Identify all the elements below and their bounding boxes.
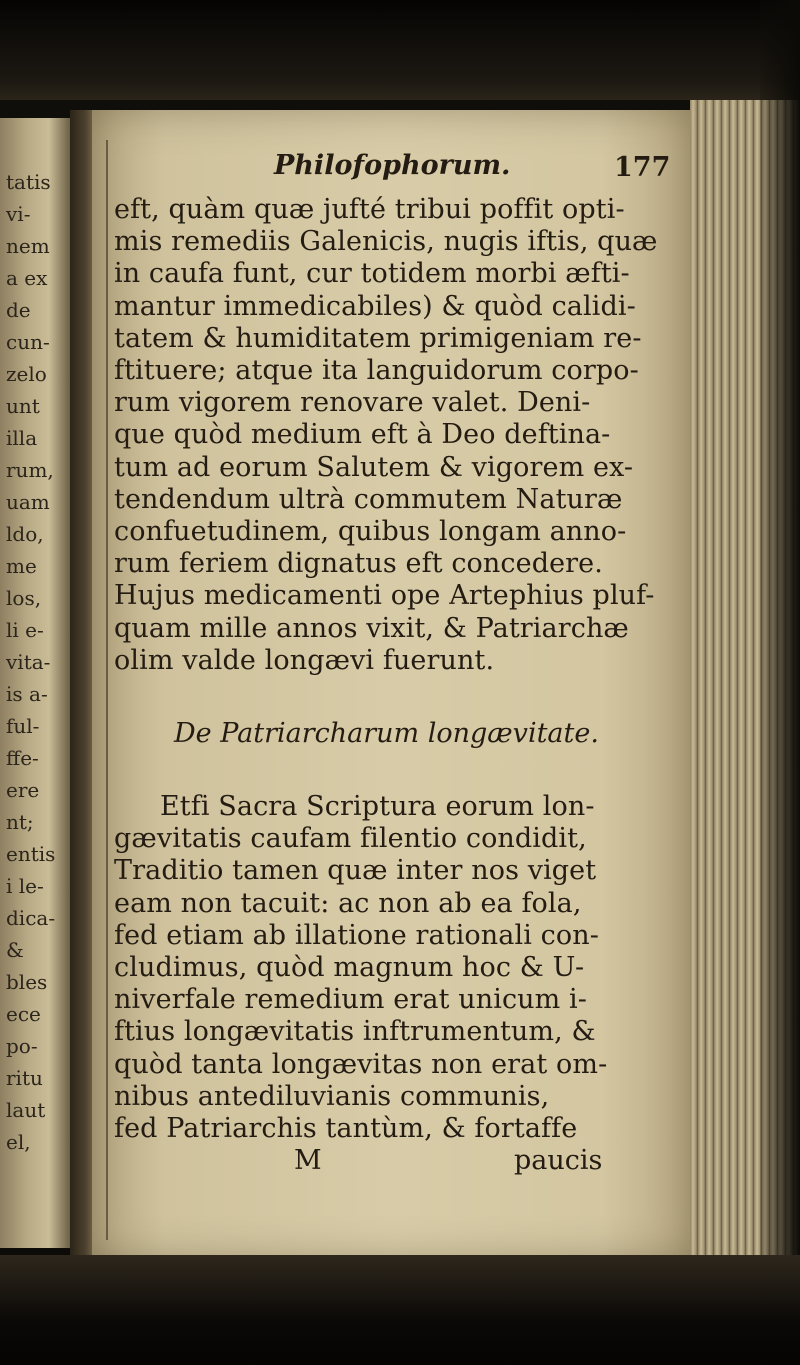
facing-fragment: li e- bbox=[6, 618, 44, 642]
text-line: Traditio tamen quæ inter nos viget bbox=[114, 855, 597, 887]
facing-fragment: el, bbox=[6, 1130, 31, 1154]
text-line: rum vigorem renovare valet. Deni- bbox=[114, 387, 591, 419]
text-line: eam non tacuit: ac non ab ea fola, bbox=[114, 887, 582, 919]
text-line: cludimus, quòd magnum hoc & U- bbox=[114, 952, 585, 984]
facing-fragment: los, bbox=[6, 586, 42, 610]
text-line: tatem & humiditatem primigeniam re- bbox=[114, 322, 642, 354]
facing-fragment: ritu bbox=[6, 1066, 43, 1090]
page-header bbox=[114, 150, 674, 194]
facing-fragment: nem bbox=[6, 234, 50, 258]
facing-fragment: uam bbox=[6, 490, 50, 514]
facing-fragment: entis bbox=[6, 842, 56, 866]
facing-fragment: bles bbox=[6, 970, 48, 994]
spacer bbox=[114, 751, 674, 791]
page-number: 177 bbox=[614, 152, 671, 183]
text-line: rum feriem dignatus eft concedere. bbox=[114, 548, 603, 580]
facing-fragment: po- bbox=[6, 1034, 38, 1058]
text-line: ftius longævitatis inftrumentum, & bbox=[114, 1016, 596, 1048]
text-line: Etfi Sacra Scriptura eorum lon- bbox=[160, 791, 595, 823]
text-line: olim valde longævi fuerunt. bbox=[114, 644, 495, 676]
paragraph-2 bbox=[114, 791, 674, 1145]
book-page bbox=[92, 110, 692, 1260]
running-title: Philofophorum. bbox=[274, 150, 511, 181]
text-line: niverfale remedium erat unicum i- bbox=[114, 984, 587, 1016]
facing-fragment: tatis bbox=[6, 170, 51, 194]
bottom-shadow bbox=[0, 1255, 800, 1365]
facing-fragment: illa bbox=[6, 426, 38, 450]
signature-mark: M bbox=[294, 1145, 322, 1177]
text-line: in caufa funt, cur totidem morbi æfti- bbox=[114, 258, 630, 290]
facing-fragment: ldo, bbox=[6, 522, 44, 546]
text-line: fed Patriarchis tantùm, & fortaffe bbox=[114, 1113, 578, 1145]
facing-page-edge bbox=[0, 118, 70, 1248]
text-line: confuetudinem, quibus longam anno- bbox=[114, 516, 627, 548]
facing-fragment: vi- bbox=[6, 202, 31, 226]
facing-fragment: ere bbox=[6, 778, 40, 802]
text-line: Hujus medicamenti ope Artephius pluf- bbox=[114, 580, 655, 612]
page-text bbox=[114, 150, 674, 1179]
facing-fragment: rum, bbox=[6, 458, 54, 482]
page-footer bbox=[114, 1145, 674, 1179]
facing-fragment: me bbox=[6, 554, 37, 578]
text-line: tendendum ultrà commutem Naturæ bbox=[114, 483, 623, 515]
facing-fragment: ffe- bbox=[6, 746, 39, 770]
facing-fragment: laut bbox=[6, 1098, 46, 1122]
text-line: quòd tanta longævitas non erat om- bbox=[114, 1048, 608, 1080]
text-line: ftituere; atque ita languidorum corpo- bbox=[114, 355, 639, 387]
text-line: fed etiam ab illatione rationali con- bbox=[114, 919, 599, 951]
right-shadow bbox=[760, 0, 800, 1365]
text-line: eft, quàm quæ jufté tribui poffit opti- bbox=[114, 194, 625, 225]
spacer bbox=[114, 677, 674, 717]
facing-fragment: vita- bbox=[6, 650, 51, 674]
text-line: mis remediis Galenicis, nugis iftis, quæ bbox=[114, 226, 658, 258]
facing-fragment: a ex bbox=[6, 266, 48, 290]
facing-fragment: i le- bbox=[6, 874, 44, 898]
facing-fragment: cun- bbox=[6, 330, 50, 354]
facing-fragment: ful- bbox=[6, 714, 40, 738]
facing-fragment: & bbox=[6, 938, 24, 962]
top-shadow bbox=[0, 0, 800, 100]
facing-fragment: dica- bbox=[6, 906, 56, 930]
facing-fragment: zelo bbox=[6, 362, 47, 386]
text-line: gævitatis caufam filentio condidit, bbox=[114, 823, 587, 855]
facing-fragment: ece bbox=[6, 1002, 41, 1026]
text-line: mantur immedicabiles) & quòd calidi- bbox=[114, 290, 636, 322]
facing-fragment: unt bbox=[6, 394, 40, 418]
paragraph-1 bbox=[114, 194, 674, 677]
facing-fragment: de bbox=[6, 298, 31, 322]
section-heading: De Patriarcharum longævitate. bbox=[174, 718, 599, 750]
text-line: tum ad eorum Salutem & vigorem ex- bbox=[114, 451, 634, 483]
facing-fragment: nt; bbox=[6, 810, 34, 834]
text-line: quam mille annos vixit, & Patriarchæ bbox=[114, 612, 629, 644]
catchword: paucis bbox=[514, 1145, 603, 1177]
text-line: que quòd medium eft à Deo deftina- bbox=[114, 419, 611, 451]
facing-fragment: is a- bbox=[6, 682, 48, 706]
text-line: nibus antediluvianis communis, bbox=[114, 1080, 550, 1112]
